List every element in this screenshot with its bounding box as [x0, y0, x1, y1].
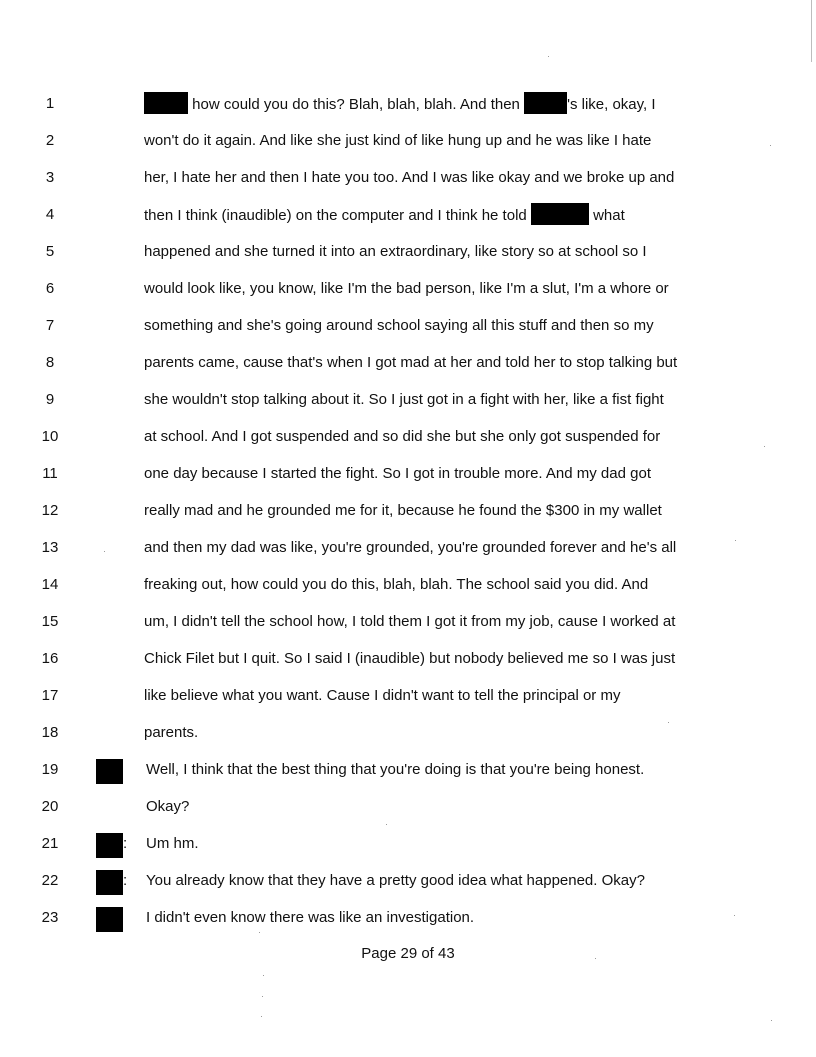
scan-edge-line: [811, 0, 812, 62]
line-text: her, I hate her and then I hate you too. And I was like okay and we broke up and: [144, 169, 675, 186]
transcript-line: [0, 499, 816, 523]
line-number: 23: [41, 909, 59, 926]
line-number: 1: [45, 95, 55, 112]
transcript-line: [0, 277, 816, 301]
transcript-line: [0, 795, 816, 819]
line-number: 19: [41, 761, 59, 778]
line-number: 15: [41, 613, 59, 630]
speaker-redaction-box: [96, 759, 123, 784]
transcript-line: [0, 536, 816, 560]
line-text: something and she's going around school saying all this stuff and then so my: [144, 317, 654, 334]
scan-speck: [668, 722, 669, 723]
scan-speck: [104, 551, 105, 552]
line-text: parents came, cause that's when I got mad at her and told her to stop talking but: [144, 354, 678, 371]
scan-speck: [770, 145, 771, 146]
line-text: Well, I think that the best thing that you're doing is that you're being honest.: [146, 761, 645, 778]
speaker-colon: :: [123, 835, 128, 852]
transcript-line: [0, 462, 816, 486]
transcript-line: [0, 425, 816, 449]
line-text: won't do it again. And like she just kind of like hung up and he was like I hate: [144, 132, 652, 149]
scan-speck: [263, 975, 264, 976]
line-number: 13: [41, 539, 59, 556]
line-number: 14: [41, 576, 59, 593]
line-number: 10: [41, 428, 59, 445]
line-number: 7: [45, 317, 55, 334]
transcript-line: [0, 92, 816, 116]
redaction-box: [144, 92, 188, 114]
speaker-redaction-box: [96, 870, 123, 895]
line-text: really mad and he grounded me for it, because he found the $300 in my wallet: [144, 502, 662, 519]
line-text: Chick Filet but I quit. So I said I (inaudible) but nobody believed me so I was just: [144, 650, 676, 667]
redaction-box: [531, 203, 589, 225]
transcript-line: [0, 129, 816, 153]
line-number: 12: [41, 502, 59, 519]
transcript-line: [0, 240, 816, 264]
line-number: 5: [45, 243, 55, 260]
scan-speck: [386, 824, 387, 825]
transcript-line: [0, 203, 816, 227]
line-number: 9: [45, 391, 55, 408]
line-text-segment: what: [588, 207, 625, 224]
line-number: 2: [45, 132, 55, 149]
scan-speck: [734, 915, 735, 916]
transcript-line: [0, 314, 816, 338]
scan-speck: [261, 1016, 262, 1017]
line-text-segment: 's like, okay, I: [567, 96, 656, 113]
line-text-segment: how could you do this? Blah, blah, blah. And then: [188, 96, 525, 113]
line-text: I didn't even know there was like an investigation.: [146, 909, 475, 926]
line-number: 17: [41, 687, 59, 704]
scan-speck: [595, 958, 596, 959]
line-text: [144, 92, 656, 117]
transcript-line: [0, 647, 816, 671]
line-number: 22: [41, 872, 59, 889]
transcript-line: [0, 573, 816, 597]
scan-speck: [764, 446, 765, 447]
line-text: You already know that they have a pretty good idea what happened. Okay?: [146, 872, 645, 889]
line-text: Okay?: [146, 798, 190, 815]
line-text: would look like, you know, like I'm the bad person, like I'm a slut, I'm a whore or: [144, 280, 669, 297]
speaker-colon: :: [123, 872, 128, 889]
line-text: like believe what you want. Cause I didn't want to tell the principal or my: [144, 687, 621, 704]
line-number: 6: [45, 280, 55, 297]
line-text: [144, 203, 625, 228]
transcript-line-speaker: [0, 832, 816, 856]
line-number: 3: [45, 169, 55, 186]
line-number: 16: [41, 650, 59, 667]
transcript-line-speaker: [0, 758, 816, 782]
line-number: 11: [42, 465, 58, 482]
scan-speck: [259, 932, 260, 933]
scan-speck: [771, 1020, 772, 1021]
line-text: one day because I started the fight. So I got in trouble more. And my dad got: [144, 465, 651, 482]
redaction-box: [524, 92, 567, 114]
speaker-redaction-box: [96, 907, 123, 932]
scan-speck: [735, 540, 736, 541]
transcript-line: [0, 610, 816, 634]
line-text: parents.: [144, 724, 199, 741]
speaker-redaction-box: [96, 833, 123, 858]
line-number: 4: [45, 206, 55, 223]
line-text: um, I didn't tell the school how, I told them I got it from my job, cause I worked at: [144, 613, 676, 630]
line-text: she wouldn't stop talking about it. So I just got in a fight with her, like a fist fight: [144, 391, 664, 408]
line-text: at school. And I got suspended and so did she but she only got suspended for: [144, 428, 661, 445]
page-number-footer: Page 29 of 43: [361, 945, 455, 962]
line-text: freaking out, how could you do this, blah, blah. The school said you did. And: [144, 576, 649, 593]
transcript-line: [0, 721, 816, 745]
line-text: happened and she turned it into an extraordinary, like story so at school so I: [144, 243, 647, 260]
line-number: 8: [45, 354, 55, 371]
line-number: 21: [41, 835, 59, 852]
transcript-line: [0, 684, 816, 708]
line-text-segment: then I think (inaudible) on the computer and I think he told: [144, 207, 531, 224]
transcript-line-speaker: [0, 906, 816, 930]
scan-speck: [262, 996, 263, 997]
line-number: 20: [41, 798, 59, 815]
transcript-line-speaker: [0, 869, 816, 893]
line-text: Um hm.: [146, 835, 199, 852]
transcript-line: [0, 351, 816, 375]
transcript-line: [0, 166, 816, 190]
scan-speck: [548, 56, 549, 57]
line-number: 18: [41, 724, 59, 741]
transcript-line: [0, 388, 816, 412]
line-text: and then my dad was like, you're grounded, you're grounded forever and he's all: [144, 539, 677, 556]
